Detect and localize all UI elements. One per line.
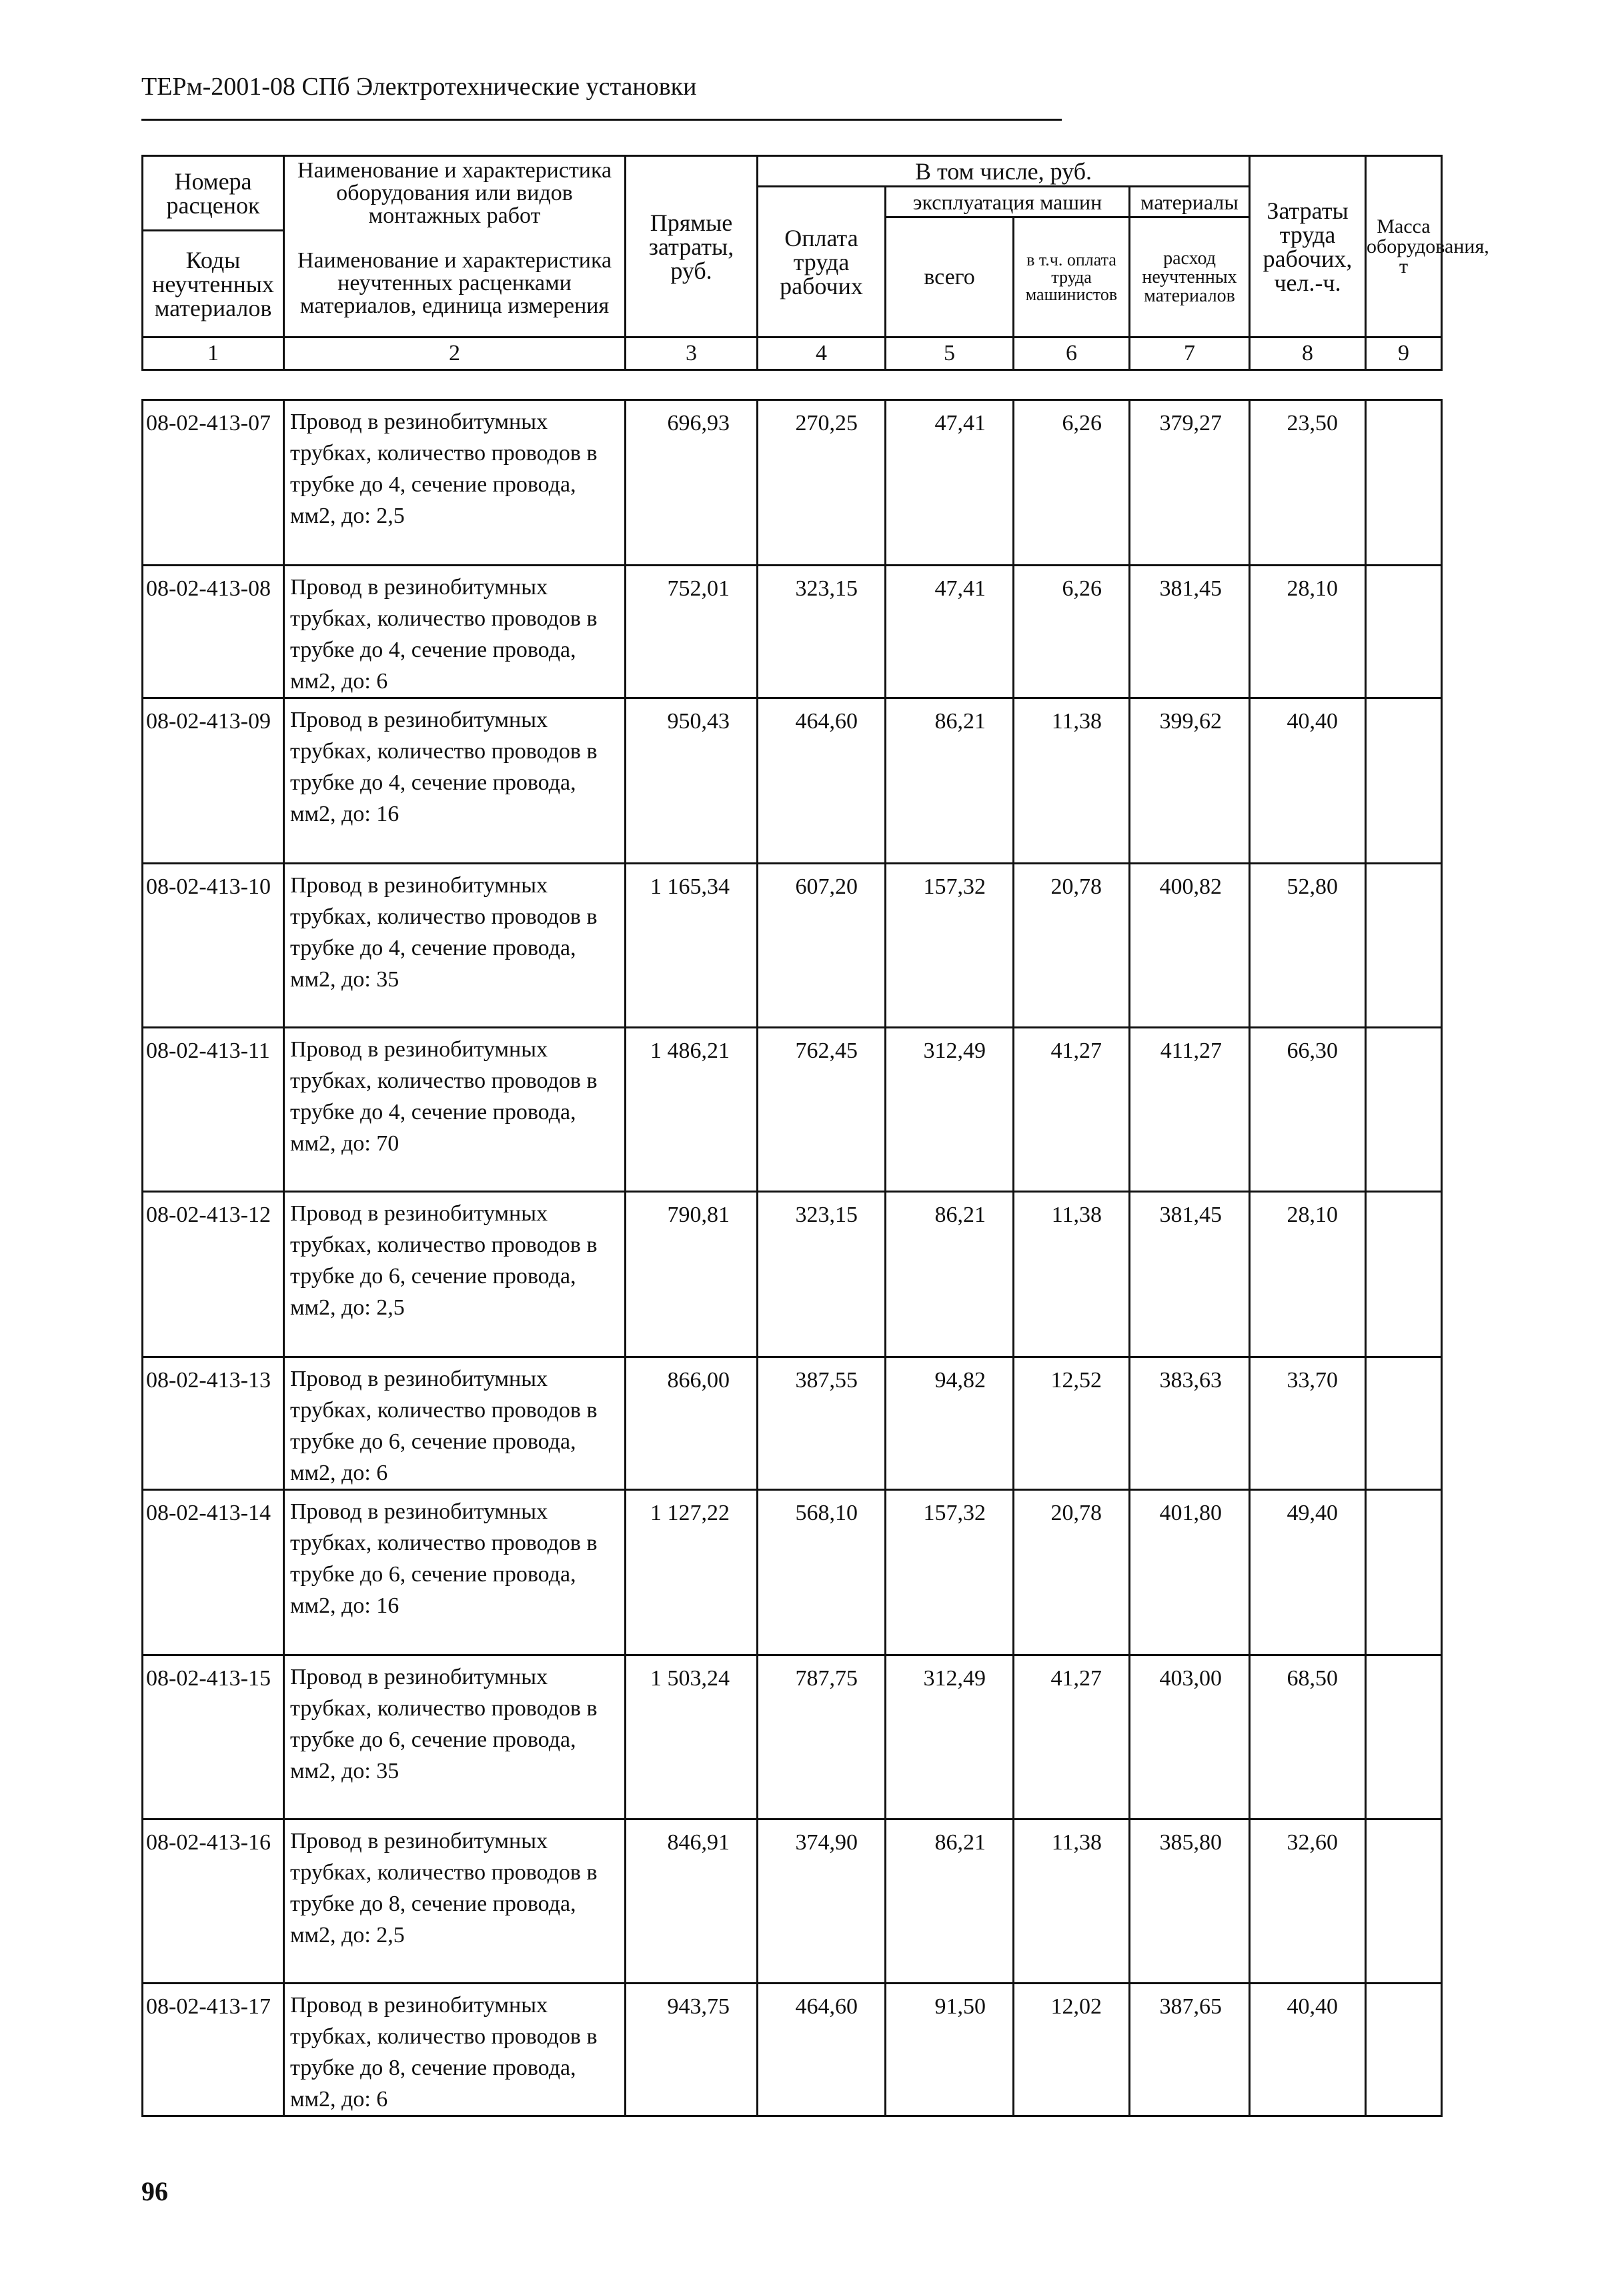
running-head: ТЕРм-2001-08 СПб Электротехнические установки — [141, 73, 697, 101]
machinist-pay-value: 6,26 — [1014, 400, 1130, 566]
materials-value: 401,80 — [1130, 1490, 1250, 1655]
labor-pay-value: 464,60 — [758, 1984, 886, 2116]
unaccounted-consumption-header: расход неучтенных материалов — [1130, 217, 1250, 337]
mass-value — [1366, 1655, 1442, 1819]
mass-value — [1366, 1984, 1442, 2116]
column-number: 1 — [143, 337, 284, 370]
work-description: Провод в резинобитумных трубках, количество проводов в трубке до 8, сечение провода, мм2, до: 2,5 — [284, 1819, 626, 1984]
machine-total-value: 86,21 — [886, 698, 1014, 864]
table-row — [143, 1984, 1442, 2116]
machinist-pay-value: 41,27 — [1014, 1028, 1130, 1192]
work-description: Провод в резинобитумных трубках, количество проводов в трубке до 4, сечение провода, мм2, до: 2,5 — [284, 400, 626, 566]
work-description: Провод в резинобитумных трубках, количество проводов в трубке до 4, сечение провода, мм2, до: 6 — [284, 566, 626, 698]
materials-value: 400,82 — [1130, 864, 1250, 1028]
materials-value: 381,45 — [1130, 566, 1250, 698]
machinist-pay-value: 11,38 — [1014, 698, 1130, 864]
materials-value: 379,27 — [1130, 400, 1250, 566]
direct-costs-value: 752,01 — [626, 566, 758, 698]
direct-costs-value: 696,93 — [626, 400, 758, 566]
rates-table — [141, 399, 1443, 2117]
mass-value — [1366, 698, 1442, 864]
column-number: 7 — [1130, 337, 1250, 370]
rate-code: 08-02-413-11 — [143, 1028, 284, 1192]
mass-value — [1366, 566, 1442, 698]
material-name-header: Наименование и характеристика неучтенных расценками материалов, единица измерения — [284, 231, 626, 337]
labor-hours-value: 40,40 — [1250, 1984, 1366, 2116]
column-number: 5 — [886, 337, 1014, 370]
column-number: 4 — [758, 337, 886, 370]
rate-code: 08-02-413-14 — [143, 1490, 284, 1655]
machinist-pay-header: в т.ч. оплата труда машинистов — [1014, 217, 1130, 337]
machinist-pay-value: 6,26 — [1014, 566, 1130, 698]
direct-costs-value: 943,75 — [626, 1984, 758, 2116]
table-row — [143, 1819, 1442, 1984]
equipment-mass-header: Масса оборудования, т — [1366, 156, 1442, 337]
materials-value: 403,00 — [1130, 1655, 1250, 1819]
rate-code: 08-02-413-16 — [143, 1819, 284, 1984]
machine-total-value: 47,41 — [886, 566, 1014, 698]
work-description: Провод в резинобитумных трубках, количество проводов в трубке до 4, сечение провода, мм2, до: 16 — [284, 698, 626, 864]
table-row — [143, 1655, 1442, 1819]
labor-costs-header: Затраты труда рабочих, чел.-ч. — [1250, 156, 1366, 337]
table-row — [143, 1490, 1442, 1655]
labor-hours-value: 28,10 — [1250, 566, 1366, 698]
rate-code: 08-02-413-10 — [143, 864, 284, 1028]
column-number: 9 — [1366, 337, 1442, 370]
rate-code: 08-02-413-13 — [143, 1357, 284, 1490]
mass-value — [1366, 864, 1442, 1028]
rate-code: 08-02-413-09 — [143, 698, 284, 864]
machine-operation-header: эксплуатация машин — [886, 187, 1130, 217]
machine-total-header: всего — [886, 217, 1014, 337]
direct-costs-value: 1 486,21 — [626, 1028, 758, 1192]
labor-hours-value: 68,50 — [1250, 1655, 1366, 1819]
machine-total-value: 94,82 — [886, 1357, 1014, 1490]
mass-value — [1366, 1357, 1442, 1490]
labor-pay-value: 762,45 — [758, 1028, 886, 1192]
labor-hours-value: 66,30 — [1250, 1028, 1366, 1192]
machinist-pay-value: 20,78 — [1014, 1490, 1130, 1655]
header-rule — [141, 119, 1062, 121]
labor-hours-value: 52,80 — [1250, 864, 1366, 1028]
mass-value — [1366, 1490, 1442, 1655]
work-description: Провод в резинобитумных трубках, количество проводов в трубке до 6, сечение провода, мм2, до: 6 — [284, 1357, 626, 1490]
including-header: В том числе, руб. — [758, 156, 1250, 187]
machine-total-value: 86,21 — [886, 1819, 1014, 1984]
materials-value: 411,27 — [1130, 1028, 1250, 1192]
table-header — [141, 155, 1489, 371]
rate-code: 08-02-413-07 — [143, 400, 284, 566]
table-row — [143, 864, 1442, 1028]
materials-value: 381,45 — [1130, 1192, 1250, 1357]
work-description: Провод в резинобитумных трубках, количество проводов в трубке до 4, сечение провода, мм2, до: 35 — [284, 864, 626, 1028]
table-row — [143, 1028, 1442, 1192]
work-description: Провод в резинобитумных трубках, количество проводов в трубке до 6, сечение провода, мм2, до: 35 — [284, 1655, 626, 1819]
materials-value: 399,62 — [1130, 698, 1250, 864]
mass-value — [1366, 1028, 1442, 1192]
column-number: 3 — [626, 337, 758, 370]
labor-pay-value: 607,20 — [758, 864, 886, 1028]
rate-code: 08-02-413-12 — [143, 1192, 284, 1357]
labor-hours-value: 23,50 — [1250, 400, 1366, 566]
unaccounted-codes-header: Коды неучтенных материалов — [143, 231, 284, 337]
machinist-pay-value: 20,78 — [1014, 864, 1130, 1028]
machine-total-value: 47,41 — [886, 400, 1014, 566]
machinist-pay-value: 12,52 — [1014, 1357, 1130, 1490]
column-number: 2 — [284, 337, 626, 370]
work-description: Провод в резинобитумных трубках, количество проводов в трубке до 6, сечение провода, мм2, до: 16 — [284, 1490, 626, 1655]
machine-total-value: 312,49 — [886, 1655, 1014, 1819]
direct-costs-value: 950,43 — [626, 698, 758, 864]
labor-pay-value: 787,75 — [758, 1655, 886, 1819]
labor-pay-value: 387,55 — [758, 1357, 886, 1490]
materials-value: 383,63 — [1130, 1357, 1250, 1490]
work-description: Провод в резинобитумных трубках, количество проводов в трубке до 4, сечение провода, мм2, до: 70 — [284, 1028, 626, 1192]
rate-code: 08-02-413-08 — [143, 566, 284, 698]
labor-pay-value: 323,15 — [758, 1192, 886, 1357]
labor-pay-value: 270,25 — [758, 400, 886, 566]
mass-value — [1366, 400, 1442, 566]
machine-total-value: 157,32 — [886, 864, 1014, 1028]
materials-value: 387,65 — [1130, 1984, 1250, 2116]
column-numbers-row — [143, 337, 1442, 370]
rate-code: 08-02-413-17 — [143, 1984, 284, 2116]
materials-value: 385,80 — [1130, 1819, 1250, 1984]
direct-costs-value: 846,91 — [626, 1819, 758, 1984]
machinist-pay-value: 12,02 — [1014, 1984, 1130, 2116]
work-description: Провод в резинобитумных трубках, количество проводов в трубке до 6, сечение провода, мм2, до: 2,5 — [284, 1192, 626, 1357]
table-row — [143, 400, 1442, 566]
mass-value — [1366, 1192, 1442, 1357]
table-row — [143, 1357, 1442, 1490]
direct-costs-value: 790,81 — [626, 1192, 758, 1357]
column-number: 6 — [1014, 337, 1130, 370]
labor-hours-value: 49,40 — [1250, 1490, 1366, 1655]
machine-total-value: 312,49 — [886, 1028, 1014, 1192]
labor-pay-value: 323,15 — [758, 566, 886, 698]
machine-total-value: 157,32 — [886, 1490, 1014, 1655]
mass-value — [1366, 1819, 1442, 1984]
direct-costs-value: 866,00 — [626, 1357, 758, 1490]
machine-total-value: 91,50 — [886, 1984, 1014, 2116]
labor-hours-value: 40,40 — [1250, 698, 1366, 864]
direct-costs-value: 1 165,34 — [626, 864, 758, 1028]
direct-costs-value: 1 503,24 — [626, 1655, 758, 1819]
labor-hours-value: 33,70 — [1250, 1357, 1366, 1490]
labor-pay-value: 374,90 — [758, 1819, 886, 1984]
direct-costs-value: 1 127,22 — [626, 1490, 758, 1655]
table-row — [143, 698, 1442, 864]
table-row — [143, 566, 1442, 698]
labor-hours-value: 32,60 — [1250, 1819, 1366, 1984]
machine-total-value: 86,21 — [886, 1192, 1014, 1357]
materials-header: материалы — [1130, 187, 1250, 217]
rate-code: 08-02-413-15 — [143, 1655, 284, 1819]
work-name-header: Наименование и характеристика оборудования или видов монтажных работ — [284, 156, 626, 231]
direct-costs-header: Прямые затраты, руб. — [626, 156, 758, 337]
machinist-pay-value: 41,27 — [1014, 1655, 1130, 1819]
machinist-pay-value: 11,38 — [1014, 1192, 1130, 1357]
page-number: 96 — [141, 2176, 168, 2206]
machinist-pay-value: 11,38 — [1014, 1819, 1130, 1984]
labor-hours-value: 28,10 — [1250, 1192, 1366, 1357]
rate-numbers-header: Номера расценок — [143, 156, 284, 231]
table-row — [143, 1192, 1442, 1357]
labor-pay-value: 464,60 — [758, 698, 886, 864]
column-number: 8 — [1250, 337, 1366, 370]
labor-pay-value: 568,10 — [758, 1490, 886, 1655]
labor-pay-header: Оплата труда рабочих — [758, 187, 886, 337]
work-description: Провод в резинобитумных трубках, количество проводов в трубке до 8, сечение провода, мм2, до: 6 — [284, 1984, 626, 2116]
